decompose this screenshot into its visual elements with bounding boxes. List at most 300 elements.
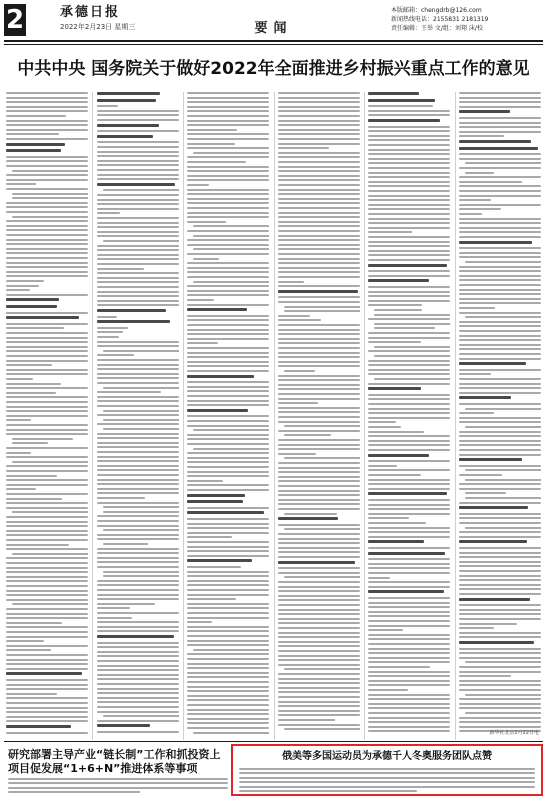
text-line [465, 469, 541, 471]
text-line [187, 319, 269, 321]
text-line [459, 97, 541, 99]
text-line [368, 611, 450, 613]
text-line [187, 566, 241, 568]
text-line [459, 483, 541, 485]
text-line [97, 359, 179, 361]
section-subheading [368, 99, 435, 102]
text-line [193, 281, 269, 283]
text-line [368, 398, 450, 400]
text-line [97, 534, 179, 536]
text-line [459, 627, 494, 629]
text-line [193, 225, 269, 227]
text-line [97, 373, 179, 375]
text-line [368, 547, 450, 549]
text-line [368, 185, 450, 187]
text-line [97, 678, 179, 680]
story2-body [8, 778, 228, 796]
text-line [187, 338, 269, 340]
text-line [368, 620, 450, 622]
text-line [278, 398, 360, 400]
text-line [459, 275, 541, 277]
text-line [6, 530, 88, 532]
text-line [278, 342, 360, 344]
text-line [187, 115, 269, 117]
text-line [459, 703, 541, 705]
text-line [368, 606, 450, 608]
text-line [459, 632, 541, 634]
text-line [459, 403, 541, 405]
text-line [187, 630, 269, 632]
text-line [6, 110, 88, 112]
text-line [368, 162, 450, 164]
text-line [459, 195, 541, 197]
text-line [97, 368, 179, 370]
text-line [187, 704, 269, 706]
text-line [97, 203, 179, 205]
text-line [6, 684, 88, 686]
text-line [187, 555, 269, 557]
text-line [368, 172, 450, 174]
text-line [193, 448, 269, 450]
text-line [187, 663, 269, 665]
text-line [187, 461, 269, 463]
text-line [187, 681, 269, 683]
text-line [368, 513, 450, 515]
text-line [278, 636, 360, 638]
text-line [6, 257, 88, 259]
text-line [465, 162, 541, 164]
text-line [97, 630, 179, 632]
text-line [368, 304, 422, 306]
text-line [187, 179, 269, 181]
text-line [278, 533, 360, 535]
text-line [368, 707, 450, 709]
text-line [97, 345, 179, 347]
text-line [6, 493, 88, 495]
section-subheading [459, 641, 534, 644]
text-line [187, 621, 211, 623]
text-line [12, 511, 88, 513]
text-line [459, 412, 494, 414]
text-line [6, 92, 88, 94]
text-line [12, 197, 88, 199]
section-subheading [6, 316, 79, 319]
text-line [459, 339, 541, 341]
text-line [459, 358, 541, 360]
text-line [459, 561, 541, 563]
text-line [459, 488, 541, 490]
text-line [6, 622, 62, 624]
text-line [187, 584, 269, 586]
text-line [6, 124, 88, 126]
text-line [6, 294, 88, 296]
text-line [459, 101, 541, 103]
text-line [459, 449, 541, 451]
text-line [368, 577, 390, 579]
text-line [97, 364, 179, 366]
text-line [465, 261, 541, 263]
text-line [6, 720, 88, 722]
text-line [6, 419, 31, 421]
text-line [278, 285, 360, 287]
text-line [187, 603, 269, 605]
text-line [459, 131, 541, 133]
text-line [187, 352, 269, 354]
text-line [278, 361, 360, 363]
text-line [6, 617, 88, 619]
text-line [465, 408, 541, 410]
text-line [368, 403, 450, 405]
text-line [187, 390, 269, 392]
text-line [6, 433, 88, 435]
text-line [187, 315, 269, 317]
text-line [368, 469, 450, 471]
text-line [278, 572, 360, 574]
text-line [278, 659, 360, 661]
text-line [6, 479, 88, 481]
story3-body [239, 768, 535, 794]
text-line [368, 465, 397, 467]
section-subheading [6, 298, 59, 301]
column-rule [274, 92, 275, 740]
section-subheading [278, 561, 355, 564]
text-line [187, 356, 269, 358]
text-line [459, 552, 541, 554]
text-line [278, 97, 360, 99]
text-line [278, 710, 360, 712]
text-line [6, 716, 88, 718]
text-line [465, 172, 494, 174]
text-line [12, 442, 48, 444]
text-line [6, 369, 88, 371]
text-line [278, 499, 360, 501]
text-line [193, 429, 269, 431]
text-line [97, 396, 179, 398]
text-line [97, 548, 179, 550]
text-line [187, 361, 269, 363]
text-line [459, 636, 541, 638]
text-line [6, 243, 88, 245]
text-line [368, 295, 450, 297]
text-line [459, 126, 541, 128]
text-line [278, 101, 360, 103]
text-line [368, 394, 450, 396]
text-line [278, 595, 360, 597]
text-line [187, 658, 269, 660]
text-line [97, 669, 179, 671]
text-line [187, 212, 269, 214]
text-line [459, 247, 541, 249]
text-line [368, 499, 450, 501]
text-line [459, 153, 541, 155]
text-line [6, 594, 88, 596]
text-line [465, 712, 541, 714]
text-line [193, 248, 269, 250]
text-line [187, 718, 269, 720]
text-line [6, 702, 88, 704]
contact-phone: 新闻热线电话：2155831 2181319 [391, 16, 489, 23]
text-line [97, 286, 179, 288]
text-line [368, 417, 450, 419]
text-line [459, 707, 541, 709]
text-line [278, 714, 360, 716]
text-line [97, 525, 179, 527]
text-line [278, 221, 360, 223]
text-line [97, 433, 179, 435]
text-line [278, 462, 360, 464]
text-line [97, 291, 179, 293]
text-line [368, 435, 450, 437]
text-line [6, 544, 69, 546]
text-line [368, 167, 450, 169]
text-line [368, 275, 450, 277]
text-line [278, 407, 360, 409]
text-line [6, 640, 44, 642]
text-line [6, 562, 88, 564]
text-line [97, 217, 179, 219]
text-line [187, 262, 269, 264]
text-line [6, 488, 36, 490]
text-line [97, 114, 179, 116]
text-line [187, 607, 269, 609]
section-subheading [459, 362, 526, 365]
text-line [278, 691, 360, 693]
text-line [459, 307, 495, 309]
text-line [278, 551, 360, 553]
text-line [368, 300, 450, 302]
text-line [278, 225, 360, 227]
masthead [0, 0, 547, 46]
text-line [368, 130, 450, 132]
section-subheading [368, 119, 439, 122]
text-line [459, 435, 541, 437]
text-line [187, 170, 269, 172]
text-line [187, 143, 235, 145]
text-line [97, 731, 179, 733]
text-line [187, 161, 246, 163]
text-line [187, 575, 269, 577]
text-line [6, 534, 88, 536]
text-line [187, 193, 269, 195]
text-line [97, 212, 121, 214]
text-line [278, 216, 360, 218]
text-line [97, 589, 179, 591]
text-line [6, 599, 88, 601]
text-column [459, 92, 541, 740]
text-line [6, 613, 88, 615]
text-line [97, 254, 179, 256]
text-line [6, 346, 88, 348]
text-line [187, 216, 269, 218]
text-line [187, 527, 269, 529]
text-line [6, 429, 88, 431]
text-line [459, 236, 541, 238]
text-line [278, 719, 335, 721]
text-line [97, 497, 145, 499]
text-line [187, 420, 269, 422]
text-line [278, 258, 360, 260]
section-subheading [368, 264, 447, 267]
section-subheading [459, 598, 530, 601]
text-line [8, 787, 228, 789]
text-line [368, 286, 450, 288]
section-subheading [459, 506, 528, 509]
text-line [368, 625, 450, 627]
section-subheading [368, 279, 429, 282]
text-line [368, 717, 450, 719]
text-line [459, 618, 541, 620]
text-line [97, 552, 179, 554]
text-line [97, 520, 179, 522]
text-line [284, 576, 360, 578]
text-line [8, 791, 140, 793]
text-line [6, 174, 88, 176]
text-line [187, 239, 269, 241]
section-subheading [459, 140, 531, 143]
text-line [97, 178, 179, 180]
text-line [6, 211, 88, 213]
text-line [187, 386, 269, 388]
text-line [459, 575, 541, 577]
text-line [6, 275, 88, 277]
text-line [6, 636, 88, 638]
text-line [6, 406, 88, 408]
text-line [187, 342, 217, 344]
text-line [187, 299, 214, 301]
text-line [103, 189, 179, 191]
text-line [278, 590, 360, 592]
text-line [187, 635, 269, 637]
text-column [6, 92, 88, 740]
text-line [278, 324, 360, 326]
text-line [368, 527, 450, 529]
text-line [187, 667, 269, 669]
text-line [97, 456, 179, 458]
text-line [368, 586, 450, 588]
text-line [368, 360, 450, 362]
text-line [278, 444, 360, 446]
text-line [459, 270, 541, 272]
text-line [278, 106, 360, 108]
text-line [187, 425, 269, 427]
text-line [187, 395, 269, 397]
text-line [187, 713, 269, 715]
text-line [465, 527, 541, 529]
text-line [187, 294, 269, 296]
text-line [368, 615, 450, 617]
text-line [278, 411, 360, 413]
text-line [459, 227, 541, 229]
text-line [187, 507, 269, 509]
masthead-rule-thin [4, 44, 543, 45]
text-column [368, 92, 450, 740]
text-line [278, 365, 360, 367]
text-line [459, 517, 541, 519]
text-line [374, 355, 450, 357]
text-line [103, 410, 179, 412]
section-subheading [97, 99, 157, 102]
text-line [368, 139, 450, 141]
text-line [97, 692, 179, 694]
text-line [97, 423, 179, 425]
text-line [368, 421, 396, 423]
text-line [6, 252, 88, 254]
text-line [187, 133, 269, 135]
text-line [278, 333, 360, 335]
text-line [459, 353, 541, 355]
text-line [368, 373, 450, 375]
text-line [278, 301, 360, 303]
text-line [284, 370, 315, 372]
text-line [459, 256, 541, 258]
text-line [284, 513, 338, 515]
text-line [368, 602, 450, 604]
text-line [8, 782, 228, 784]
text-line [374, 346, 450, 348]
text-line [187, 518, 269, 520]
text-line [459, 279, 541, 281]
text-line [187, 285, 269, 287]
text-line [278, 193, 360, 195]
text-line [6, 332, 88, 334]
text-line [368, 181, 450, 183]
text-line [459, 417, 541, 419]
text-line [459, 330, 541, 332]
text-line [187, 230, 269, 232]
text-line [459, 609, 541, 611]
text-line [284, 528, 360, 530]
text-line [278, 267, 360, 269]
text-line [459, 181, 522, 183]
text-line [187, 120, 269, 122]
text-line [368, 531, 450, 533]
text-line [278, 618, 360, 620]
section-subheading [459, 540, 527, 543]
text-line [459, 675, 511, 677]
text-line [284, 668, 360, 670]
text-line [12, 553, 88, 555]
editor-credit: 责任编辑：王举 文/组：刘翔 沫/校 [391, 25, 483, 32]
text-line [97, 414, 179, 416]
text-line [12, 193, 88, 195]
text-line [103, 543, 148, 545]
text-line [187, 415, 269, 417]
text-line [368, 444, 450, 446]
text-line [187, 198, 269, 200]
text-line [187, 97, 269, 99]
text-line [368, 504, 450, 506]
text-line [278, 687, 360, 689]
section-subheading [187, 494, 245, 497]
text-line [278, 485, 360, 487]
text-line [6, 188, 88, 190]
text-line [278, 319, 321, 321]
text-line [278, 632, 360, 634]
story2-headline: 研究部署主导产业“链长制”工作和抓投资上项目促发展“1+6+N”推进体系等事项 [8, 748, 221, 775]
section-subheading [278, 517, 338, 520]
text-line [368, 383, 450, 385]
text-line [459, 387, 541, 389]
text-line [97, 483, 179, 485]
text-line [465, 492, 506, 494]
text-line [278, 599, 360, 601]
text-line [278, 138, 360, 140]
text-line [6, 392, 56, 394]
text-line [187, 612, 269, 614]
text-line [278, 622, 360, 624]
text-line [368, 449, 450, 451]
text-line [103, 419, 179, 421]
